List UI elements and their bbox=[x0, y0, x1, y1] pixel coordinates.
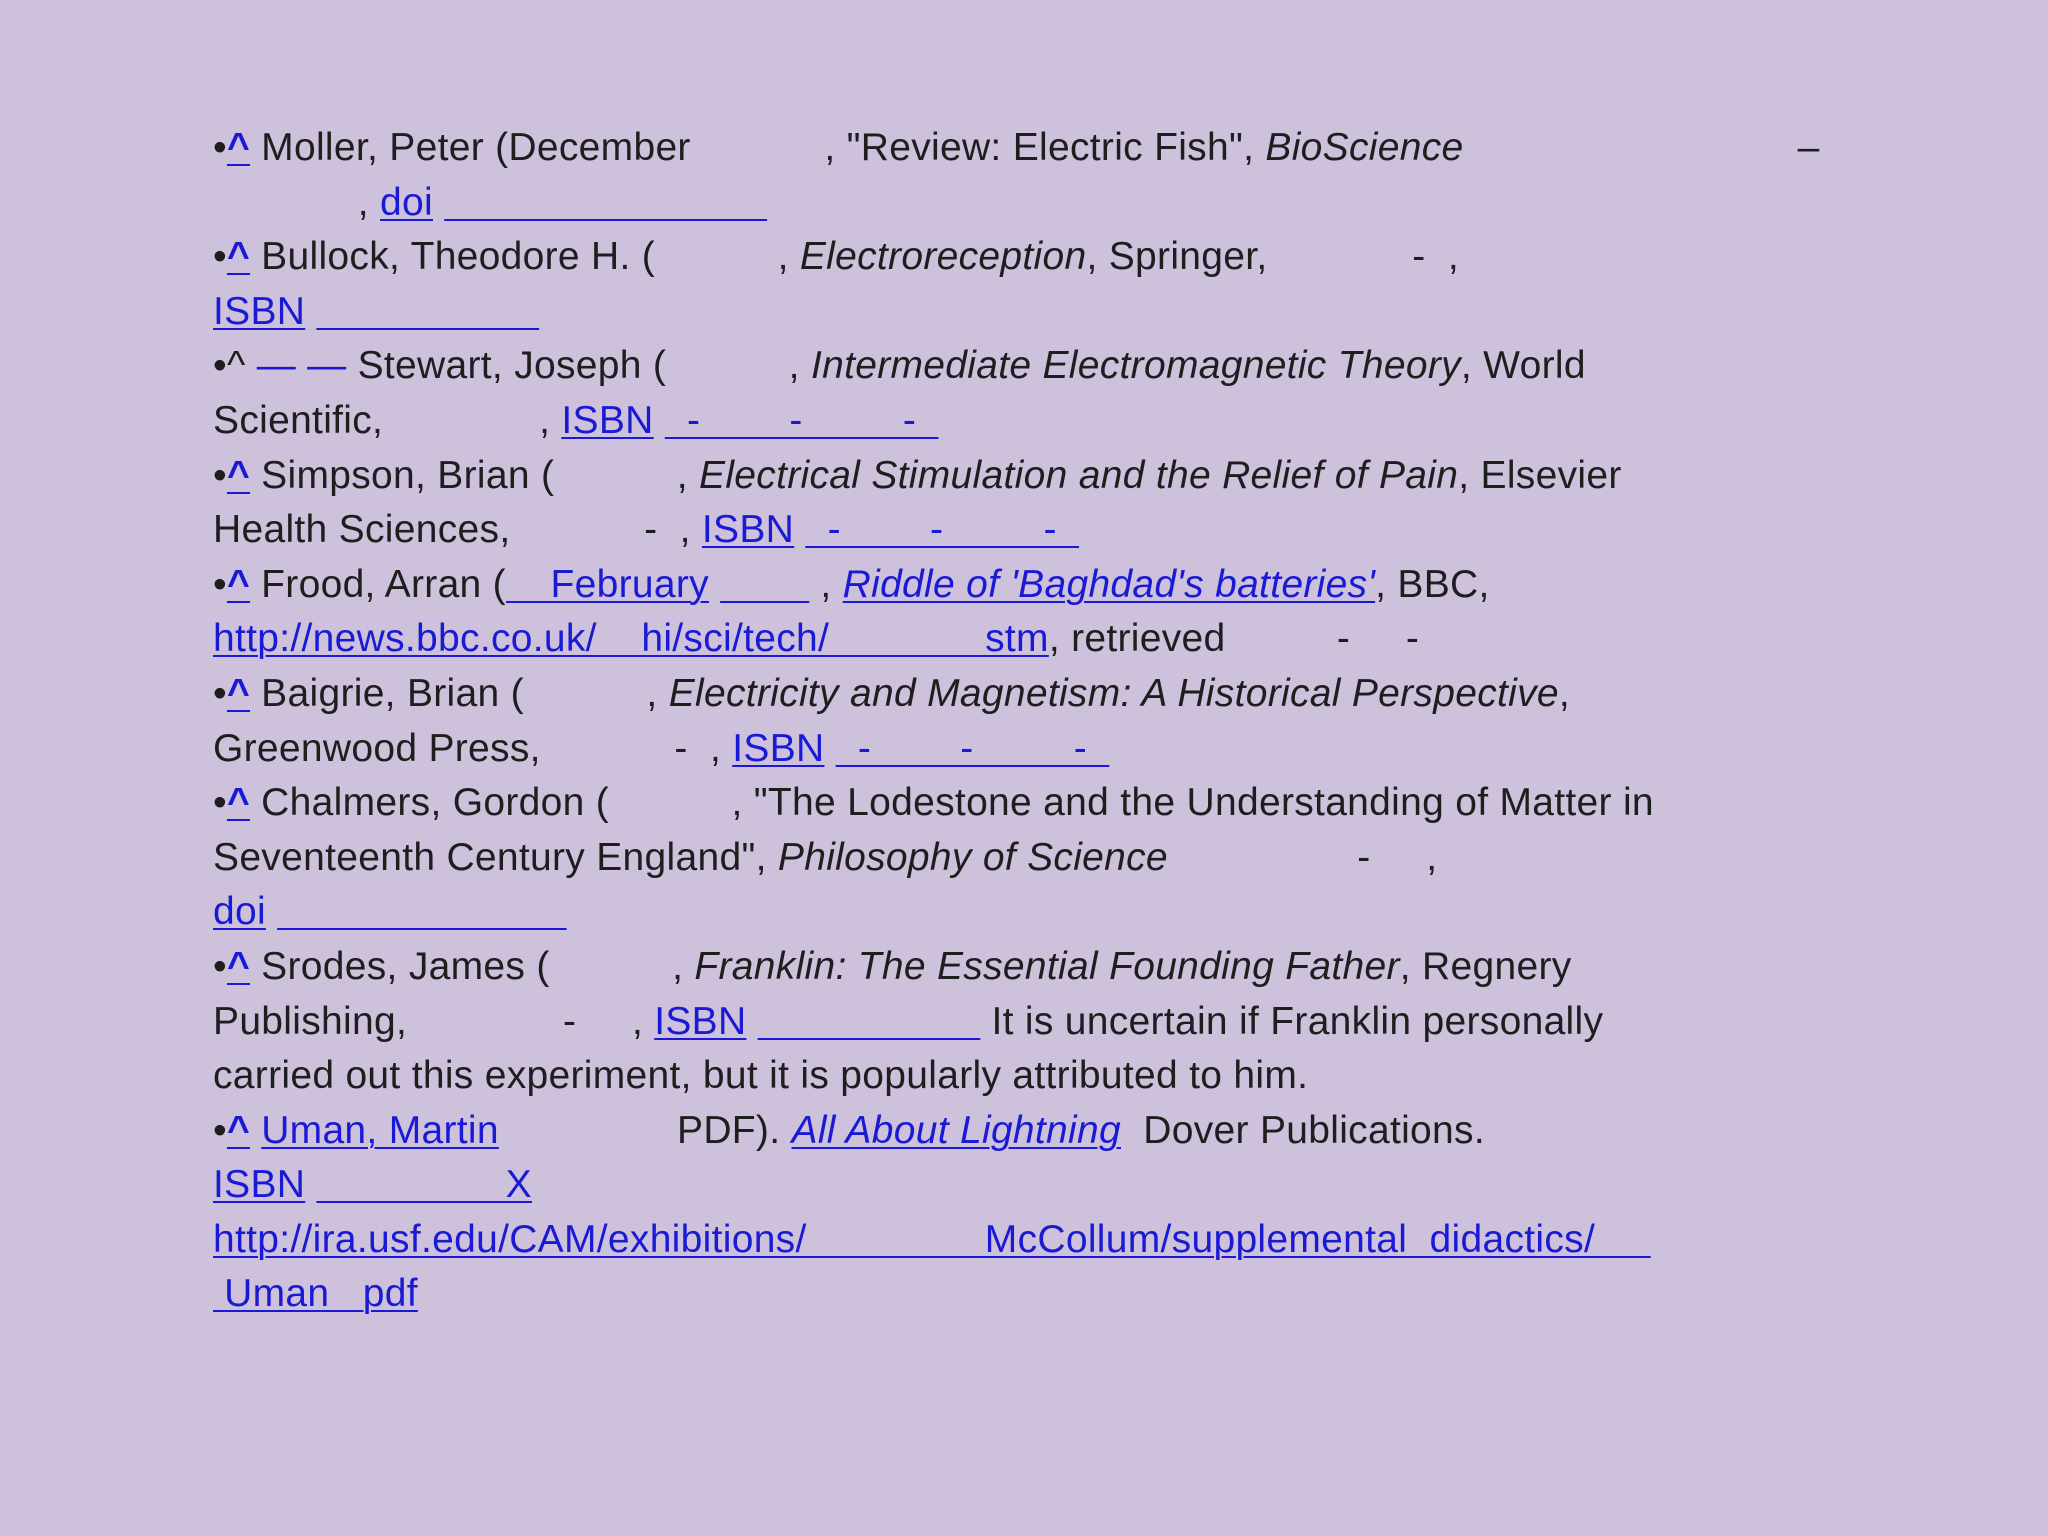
reference-text: Seventeenth Century England", bbox=[213, 835, 778, 879]
reference-line bbox=[213, 449, 1773, 504]
reference-link[interactable] bbox=[758, 1000, 981, 1043]
italic-title: Electroreception bbox=[799, 235, 1087, 279]
reference-link[interactable]: ISBN bbox=[213, 1163, 306, 1207]
backlink-caret[interactable]: ^ bbox=[226, 453, 251, 497]
reference-link[interactable]: All About Lightning bbox=[791, 1108, 1121, 1152]
reference-text: Srodes, James ( , bbox=[250, 944, 695, 988]
reference-link[interactable]: - - - bbox=[805, 508, 1080, 552]
backlink-caret[interactable]: ^ bbox=[226, 1108, 251, 1152]
reference-entry bbox=[213, 940, 1773, 1104]
reference-text: Publishing, - , bbox=[213, 999, 655, 1043]
reference-text: , bbox=[213, 180, 381, 224]
reference-text bbox=[250, 1109, 261, 1152]
reference-entry bbox=[213, 449, 1773, 558]
reference-entry bbox=[213, 776, 1773, 940]
reference-link[interactable] bbox=[316, 290, 539, 333]
reference-link[interactable]: - - - bbox=[664, 398, 939, 442]
italic-title: BioScience bbox=[1265, 126, 1464, 169]
reference-text: , BBC, bbox=[1375, 562, 1490, 606]
reference-link[interactable]: February bbox=[505, 562, 709, 606]
reference-text: Chalmers, Gordon ( , "The Lodestone and the Understanding of Matter in bbox=[250, 781, 1654, 825]
reference-link[interactable]: X bbox=[316, 1163, 532, 1207]
italic-title: Philosophy of Science bbox=[777, 835, 1168, 879]
reference-line bbox=[213, 503, 1773, 558]
bullet: • bbox=[213, 235, 227, 279]
reference-line bbox=[213, 831, 1773, 886]
backlink-caret[interactable]: ^ bbox=[226, 562, 251, 606]
reference-text: Frood, Arran ( bbox=[250, 562, 506, 606]
reference-text: – bbox=[1463, 126, 1820, 169]
bullet: • bbox=[213, 944, 227, 988]
reference-line bbox=[213, 667, 1773, 722]
reference-line bbox=[213, 995, 1773, 1050]
bullet: • bbox=[213, 126, 227, 169]
reference-text bbox=[246, 344, 257, 387]
reference-line bbox=[213, 722, 1773, 777]
reference-list bbox=[213, 121, 1820, 1322]
backlink-caret: ^ bbox=[226, 344, 246, 388]
bullet: • bbox=[213, 453, 227, 497]
reference-text: Moller, Peter (December , "Review: Electric Fish", bbox=[250, 126, 1266, 169]
reference-link[interactable]: Riddle of 'Baghdad's batteries' bbox=[842, 562, 1376, 606]
reference-link[interactable] bbox=[720, 563, 809, 606]
bullet: • bbox=[213, 1108, 227, 1152]
reference-text bbox=[794, 508, 805, 551]
reference-text: It is uncertain if Franklin personally bbox=[980, 999, 1604, 1043]
reference-line bbox=[213, 776, 1773, 831]
reference-link[interactable]: http://ira.usf.edu/CAM/exhibitions/ McCollum/supplemental didactics/ bbox=[213, 1217, 1651, 1261]
reference-link[interactable]: ISBN bbox=[701, 508, 795, 552]
reference-text bbox=[305, 290, 316, 333]
reference-line bbox=[213, 285, 1773, 340]
reference-link[interactable] bbox=[277, 890, 567, 933]
reference-link[interactable]: doi bbox=[380, 180, 433, 224]
backlink-caret[interactable]: ^ bbox=[226, 235, 251, 279]
reference-text: Dover Publications. bbox=[1121, 1108, 1485, 1152]
backlink-dashes[interactable]: — — bbox=[256, 344, 347, 388]
reference-line bbox=[213, 1267, 1773, 1322]
reference-text: Bullock, Theodore H. ( , bbox=[250, 235, 800, 279]
reference-entry bbox=[213, 230, 1773, 339]
reference-text: , Regnery bbox=[1399, 944, 1572, 988]
reference-text: , World bbox=[1460, 344, 1586, 388]
reference-entry bbox=[213, 121, 1820, 230]
reference-text: Simpson, Brian ( , bbox=[250, 453, 700, 497]
reference-entry bbox=[213, 1104, 1773, 1322]
reference-text: Stewart, Joseph ( , bbox=[346, 344, 811, 388]
reference-text: PDF). bbox=[498, 1108, 792, 1152]
reference-text bbox=[709, 563, 720, 606]
italic-title: Franklin: The Essential Founding Father bbox=[694, 944, 1400, 988]
italic-title: Electrical Stimulation and the Relief of Pain bbox=[699, 453, 1459, 497]
reference-text bbox=[746, 1000, 757, 1043]
reference-line bbox=[213, 1049, 1773, 1104]
reference-text: - , bbox=[1167, 835, 1438, 879]
reference-entry bbox=[213, 667, 1773, 776]
italic-title: Intermediate Electromagnetic Theory bbox=[810, 344, 1461, 388]
bullet: • bbox=[213, 671, 227, 715]
reference-text: , bbox=[809, 562, 843, 606]
backlink-caret[interactable]: ^ bbox=[226, 126, 251, 169]
reference-line bbox=[213, 612, 1773, 667]
reference-text: Scientific, , bbox=[213, 398, 562, 442]
backlink-caret[interactable]: ^ bbox=[226, 944, 251, 988]
italic-title: Electricity and Magnetism: A Historical Perspective bbox=[668, 671, 1559, 715]
reference-line bbox=[213, 339, 1773, 394]
backlink-caret[interactable]: ^ bbox=[226, 671, 251, 715]
reference-entry bbox=[213, 558, 1773, 667]
reference-link[interactable] bbox=[444, 181, 767, 224]
reference-line bbox=[213, 394, 1773, 449]
reference-line bbox=[213, 1158, 1773, 1213]
reference-entry bbox=[213, 339, 1773, 448]
reference-text bbox=[654, 399, 665, 442]
reference-link[interactable]: Uman, Martin bbox=[261, 1108, 499, 1152]
reference-line bbox=[213, 885, 1773, 940]
reference-text bbox=[824, 727, 835, 770]
reference-line bbox=[213, 1213, 1773, 1268]
reference-link[interactable]: doi bbox=[213, 890, 266, 934]
reference-link[interactable]: Uman pdf bbox=[213, 1272, 418, 1316]
reference-line bbox=[213, 121, 1820, 176]
reference-link[interactable]: ISBN bbox=[561, 398, 654, 442]
bullet: • bbox=[213, 781, 227, 825]
reference-link[interactable]: ISBN bbox=[654, 999, 747, 1043]
reference-text: Greenwood Press, - , bbox=[213, 726, 733, 770]
reference-text bbox=[305, 1163, 316, 1206]
bullet: • bbox=[213, 562, 227, 606]
bullet: • bbox=[213, 344, 227, 388]
reference-line bbox=[213, 940, 1773, 995]
reference-text: carried out this experiment, but it is popularly attributed to him. bbox=[213, 1054, 1309, 1098]
reference-text: , Springer, - , bbox=[1086, 235, 1459, 279]
backlink-caret[interactable]: ^ bbox=[226, 781, 251, 825]
reference-link[interactable]: ISBN bbox=[213, 289, 306, 333]
reference-line bbox=[213, 1104, 1773, 1159]
reference-text: , Elsevier bbox=[1458, 453, 1622, 497]
reference-text: Baigrie, Brian ( , bbox=[250, 671, 669, 715]
reference-link[interactable]: ISBN bbox=[732, 726, 825, 770]
reference-text: Health Sciences, - , bbox=[213, 508, 702, 552]
reference-link[interactable]: - - - bbox=[835, 726, 1110, 770]
reference-line bbox=[213, 558, 1773, 613]
reference-line bbox=[213, 230, 1773, 285]
reference-line bbox=[213, 176, 1773, 231]
reference-link[interactable]: http://news.bbc.co.uk/ hi/sci/tech/ stm bbox=[213, 617, 1049, 661]
reference-text: , bbox=[1558, 671, 1571, 715]
reference-text: , retrieved - - bbox=[1048, 617, 1420, 661]
reference-text bbox=[433, 181, 444, 224]
reference-text bbox=[266, 890, 277, 933]
